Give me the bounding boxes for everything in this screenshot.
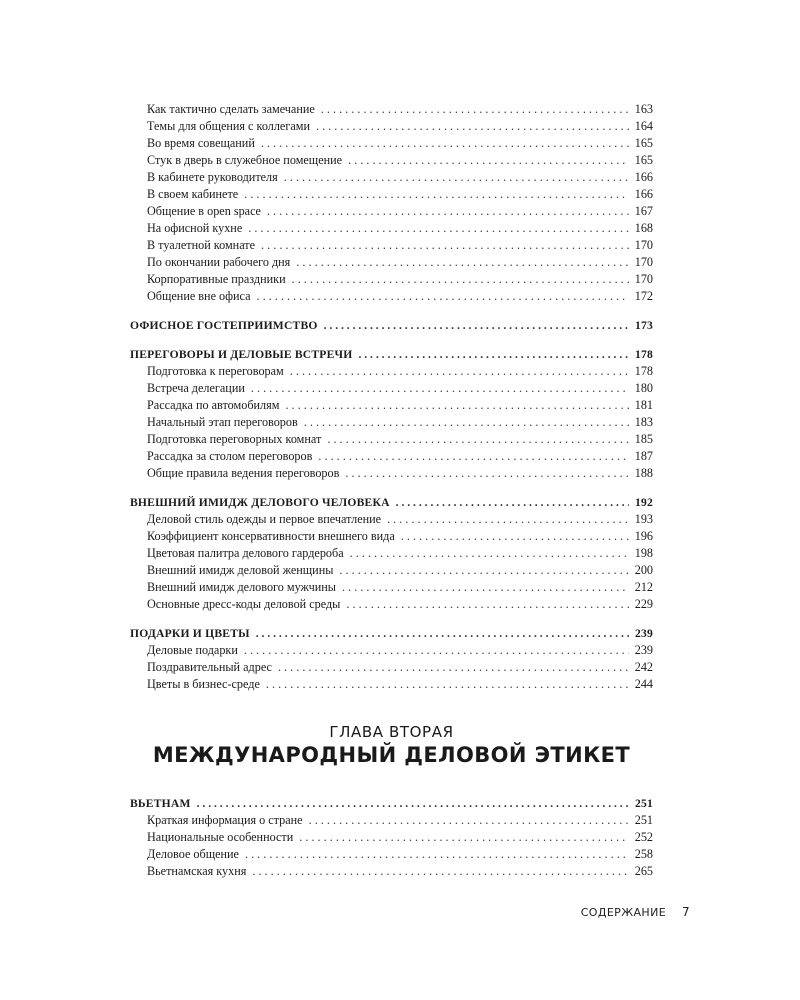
dot-leader <box>327 431 628 448</box>
toc-entry <box>130 169 653 186</box>
toc-entry-page: 180 <box>634 381 653 395</box>
toc-entry-page: 163 <box>634 102 653 116</box>
toc-entry <box>130 203 653 220</box>
toc-entry-page: 168 <box>634 221 653 235</box>
toc-entry <box>130 562 653 579</box>
dot-leader <box>316 118 629 135</box>
toc-entry-title: Деловое общение <box>147 847 239 861</box>
dot-leader <box>401 528 629 545</box>
toc-entry-page: 239 <box>634 643 653 657</box>
toc-entry <box>130 528 653 545</box>
dot-leader <box>309 812 629 829</box>
toc-entry <box>130 271 653 288</box>
toc-entry-title: Национальные особенности <box>147 830 294 844</box>
running-footer-label: СОДЕРЖАНИЕ <box>580 906 667 919</box>
toc-entry-title: Деловые подарки <box>147 643 238 657</box>
toc-entry-page: 181 <box>634 398 653 412</box>
chapter-label: ГЛАВА ВТОРАЯ <box>329 723 454 741</box>
dot-leader <box>342 579 629 596</box>
dot-leader <box>387 511 629 528</box>
toc-entry-title: Внешний имидж делового мужчины <box>147 580 336 594</box>
toc-entry <box>130 812 653 829</box>
toc-entry <box>130 135 653 152</box>
toc-entry <box>130 288 653 305</box>
toc-entry <box>130 414 653 431</box>
dot-leader <box>324 317 629 334</box>
toc-entry <box>130 101 653 118</box>
page-footer <box>581 905 690 919</box>
toc-entry-page: 185 <box>634 432 653 446</box>
dot-leader <box>197 795 629 812</box>
toc-entry-title: Поздравительный адрес <box>147 660 272 674</box>
toc-entry-page: 166 <box>634 187 653 201</box>
toc-entry-title: Общение в open space <box>147 204 261 218</box>
dot-leader <box>348 152 629 169</box>
toc-entry <box>130 220 653 237</box>
spacer <box>130 305 653 317</box>
toc-entry-title: В своем кабинете <box>147 187 239 201</box>
toc-entry-page: 183 <box>634 415 653 429</box>
dot-leader <box>396 494 629 511</box>
toc-entry-page: 229 <box>634 597 653 611</box>
toc-entry-page: 165 <box>634 153 653 167</box>
dot-leader <box>266 676 629 693</box>
toc-entry <box>130 863 653 880</box>
toc-entry-title: Начальный этап переговоров <box>147 415 298 429</box>
dot-leader <box>257 288 629 305</box>
toc-section-entry <box>130 795 653 812</box>
dot-leader <box>261 237 629 254</box>
toc-entry-page: 188 <box>634 466 653 480</box>
toc-entry-title: Внешний имидж деловой женщины <box>147 563 334 577</box>
toc-entry-page: 187 <box>634 449 653 463</box>
toc-entry-title: Стук в дверь в служебное помещение <box>147 153 343 167</box>
toc-entry-page: 200 <box>634 563 653 577</box>
toc-entry-page: 265 <box>634 864 653 878</box>
toc-entry <box>130 254 653 271</box>
toc-entry <box>130 511 653 528</box>
toc-entry-page: 178 <box>634 364 653 378</box>
dot-leader <box>278 659 629 676</box>
toc-entry-page: 178 <box>635 348 653 361</box>
toc-entry-title: Во время совещаний <box>147 136 255 150</box>
toc-entry-page: 196 <box>634 529 653 543</box>
dot-leader <box>244 186 629 203</box>
toc-sections <box>130 305 653 693</box>
dot-leader <box>285 397 628 414</box>
toc-entry-page: 212 <box>634 580 653 594</box>
toc-entry-page: 165 <box>634 136 653 150</box>
toc-section-entry <box>130 625 653 642</box>
toc-entry-page: 172 <box>634 289 653 303</box>
toc-entry-page: 173 <box>635 319 653 332</box>
toc-continued-list <box>130 101 653 305</box>
toc-entry-title: Рассадка за столом переговоров <box>147 449 313 463</box>
toc-entry-title: Общие правила ведения переговоров <box>147 466 340 480</box>
toc-entry <box>130 152 653 169</box>
toc-entry-page: 239 <box>635 627 653 640</box>
dot-leader <box>299 829 628 846</box>
chapter-title: МЕЖДУНАРОДНЫЙ ДЕЛОВОЙ ЭТИКЕТ <box>152 743 631 767</box>
toc-entry <box>130 363 653 380</box>
dot-leader <box>245 846 629 863</box>
toc-section-entry <box>130 494 653 511</box>
toc-entry <box>130 659 653 676</box>
toc-entry-title: Рассадка по автомобилям <box>147 398 280 412</box>
dot-leader <box>251 380 629 397</box>
toc-entry <box>130 118 653 135</box>
spacer <box>130 482 653 494</box>
toc-entry-page: 193 <box>634 512 653 526</box>
dot-leader <box>339 562 628 579</box>
dot-leader <box>318 448 628 465</box>
dot-leader <box>256 625 629 642</box>
toc-entry <box>130 380 653 397</box>
toc-entry <box>130 448 653 465</box>
dot-leader <box>248 220 628 237</box>
toc-entry-title: Коэффициент консервативности внешнего вида <box>147 529 395 543</box>
toc-entry-page: 242 <box>634 660 653 674</box>
dot-leader <box>321 101 629 118</box>
toc-entry <box>130 676 653 693</box>
toc-entry <box>130 186 653 203</box>
toc-entry-title: Подготовка к переговорам <box>147 364 284 378</box>
toc-entry-title: Темы для общения с коллегами <box>147 119 310 133</box>
toc-entry-page: 244 <box>634 677 653 691</box>
toc-entry-title: Цветовая палитра делового гардероба <box>147 546 344 560</box>
dot-leader <box>345 465 628 482</box>
toc-entry-title: Подготовка переговорных комнат <box>147 432 322 446</box>
toc-entry-title: ПЕРЕГОВОРЫ И ДЕЛОВЫЕ ВСТРЕЧИ <box>130 348 353 361</box>
chapter-heading <box>130 723 653 767</box>
toc-entry-title: Краткая информация о стране <box>147 813 303 827</box>
toc-entry-page: 170 <box>634 255 653 269</box>
toc-entry <box>130 397 653 414</box>
dot-leader <box>358 346 629 363</box>
toc-entry-page: 192 <box>635 496 653 509</box>
toc-entry-title: На офисной кухне <box>147 221 243 235</box>
table-of-contents <box>130 101 653 880</box>
toc-entry-title: Вьетнамская кухня <box>147 864 247 878</box>
spacer <box>130 334 653 346</box>
toc-entry-page: 164 <box>634 119 653 133</box>
toc-entry-page: 198 <box>634 546 653 560</box>
toc-entry-title: Деловой стиль одежды и первое впечатление <box>147 512 382 526</box>
toc-entry <box>130 846 653 863</box>
toc-entry <box>130 465 653 482</box>
toc-entry-page: 166 <box>634 170 653 184</box>
toc-entry-page: 167 <box>634 204 653 218</box>
toc-entry-title: Основные дресс-коды деловой среды <box>147 597 341 611</box>
toc-entry-page: 251 <box>635 797 653 810</box>
toc-section-entry <box>130 346 653 363</box>
dot-leader <box>350 545 629 562</box>
toc-entry-title: ПОДАРКИ И ЦВЕТЫ <box>130 627 250 640</box>
toc-entry <box>130 642 653 659</box>
toc-entry-title: Общение вне офиса <box>147 289 251 303</box>
dot-leader <box>267 203 629 220</box>
toc-entry <box>130 545 653 562</box>
page-number: 7 <box>681 905 690 919</box>
toc-entry-page: 251 <box>634 813 653 827</box>
toc-entry-title: По окончании рабочего дня <box>147 255 291 269</box>
toc-entry <box>130 829 653 846</box>
dot-leader <box>346 596 628 613</box>
toc-entry-title: ОФИСНОЕ ГОСТЕПРИИМСТВО <box>130 319 318 332</box>
toc-entry-title: В туалетной комнате <box>147 238 256 252</box>
toc-chapter-sections <box>130 795 653 880</box>
dot-leader <box>296 254 628 271</box>
toc-entry-title: Корпоративные праздники <box>147 272 286 286</box>
dot-leader <box>284 169 629 186</box>
toc-entry-page: 170 <box>634 272 653 286</box>
toc-entry-title: Цветы в бизнес-среде <box>147 677 260 691</box>
dot-leader <box>292 271 629 288</box>
toc-entry-page: 252 <box>634 830 653 844</box>
toc-entry-title: Встреча делегации <box>147 381 245 395</box>
toc-entry-title: В кабинете руководителя <box>147 170 278 184</box>
toc-entry-title: ВНЕШНИЙ ИМИДЖ ДЕЛОВОГО ЧЕЛОВЕКА <box>130 496 390 509</box>
dot-leader <box>304 414 629 431</box>
toc-entry <box>130 579 653 596</box>
spacer <box>130 613 653 625</box>
dot-leader <box>244 642 629 659</box>
toc-entry-title: ВЬЕТНАМ <box>130 797 191 810</box>
toc-entry <box>130 596 653 613</box>
toc-entry-title: Как тактично сделать замечание <box>147 102 315 116</box>
toc-section-entry <box>130 317 653 334</box>
toc-entry-page: 258 <box>634 847 653 861</box>
toc-entry <box>130 431 653 448</box>
dot-leader <box>290 363 629 380</box>
dot-leader <box>261 135 629 152</box>
toc-entry <box>130 237 653 254</box>
dot-leader <box>252 863 628 880</box>
toc-entry-page: 170 <box>634 238 653 252</box>
